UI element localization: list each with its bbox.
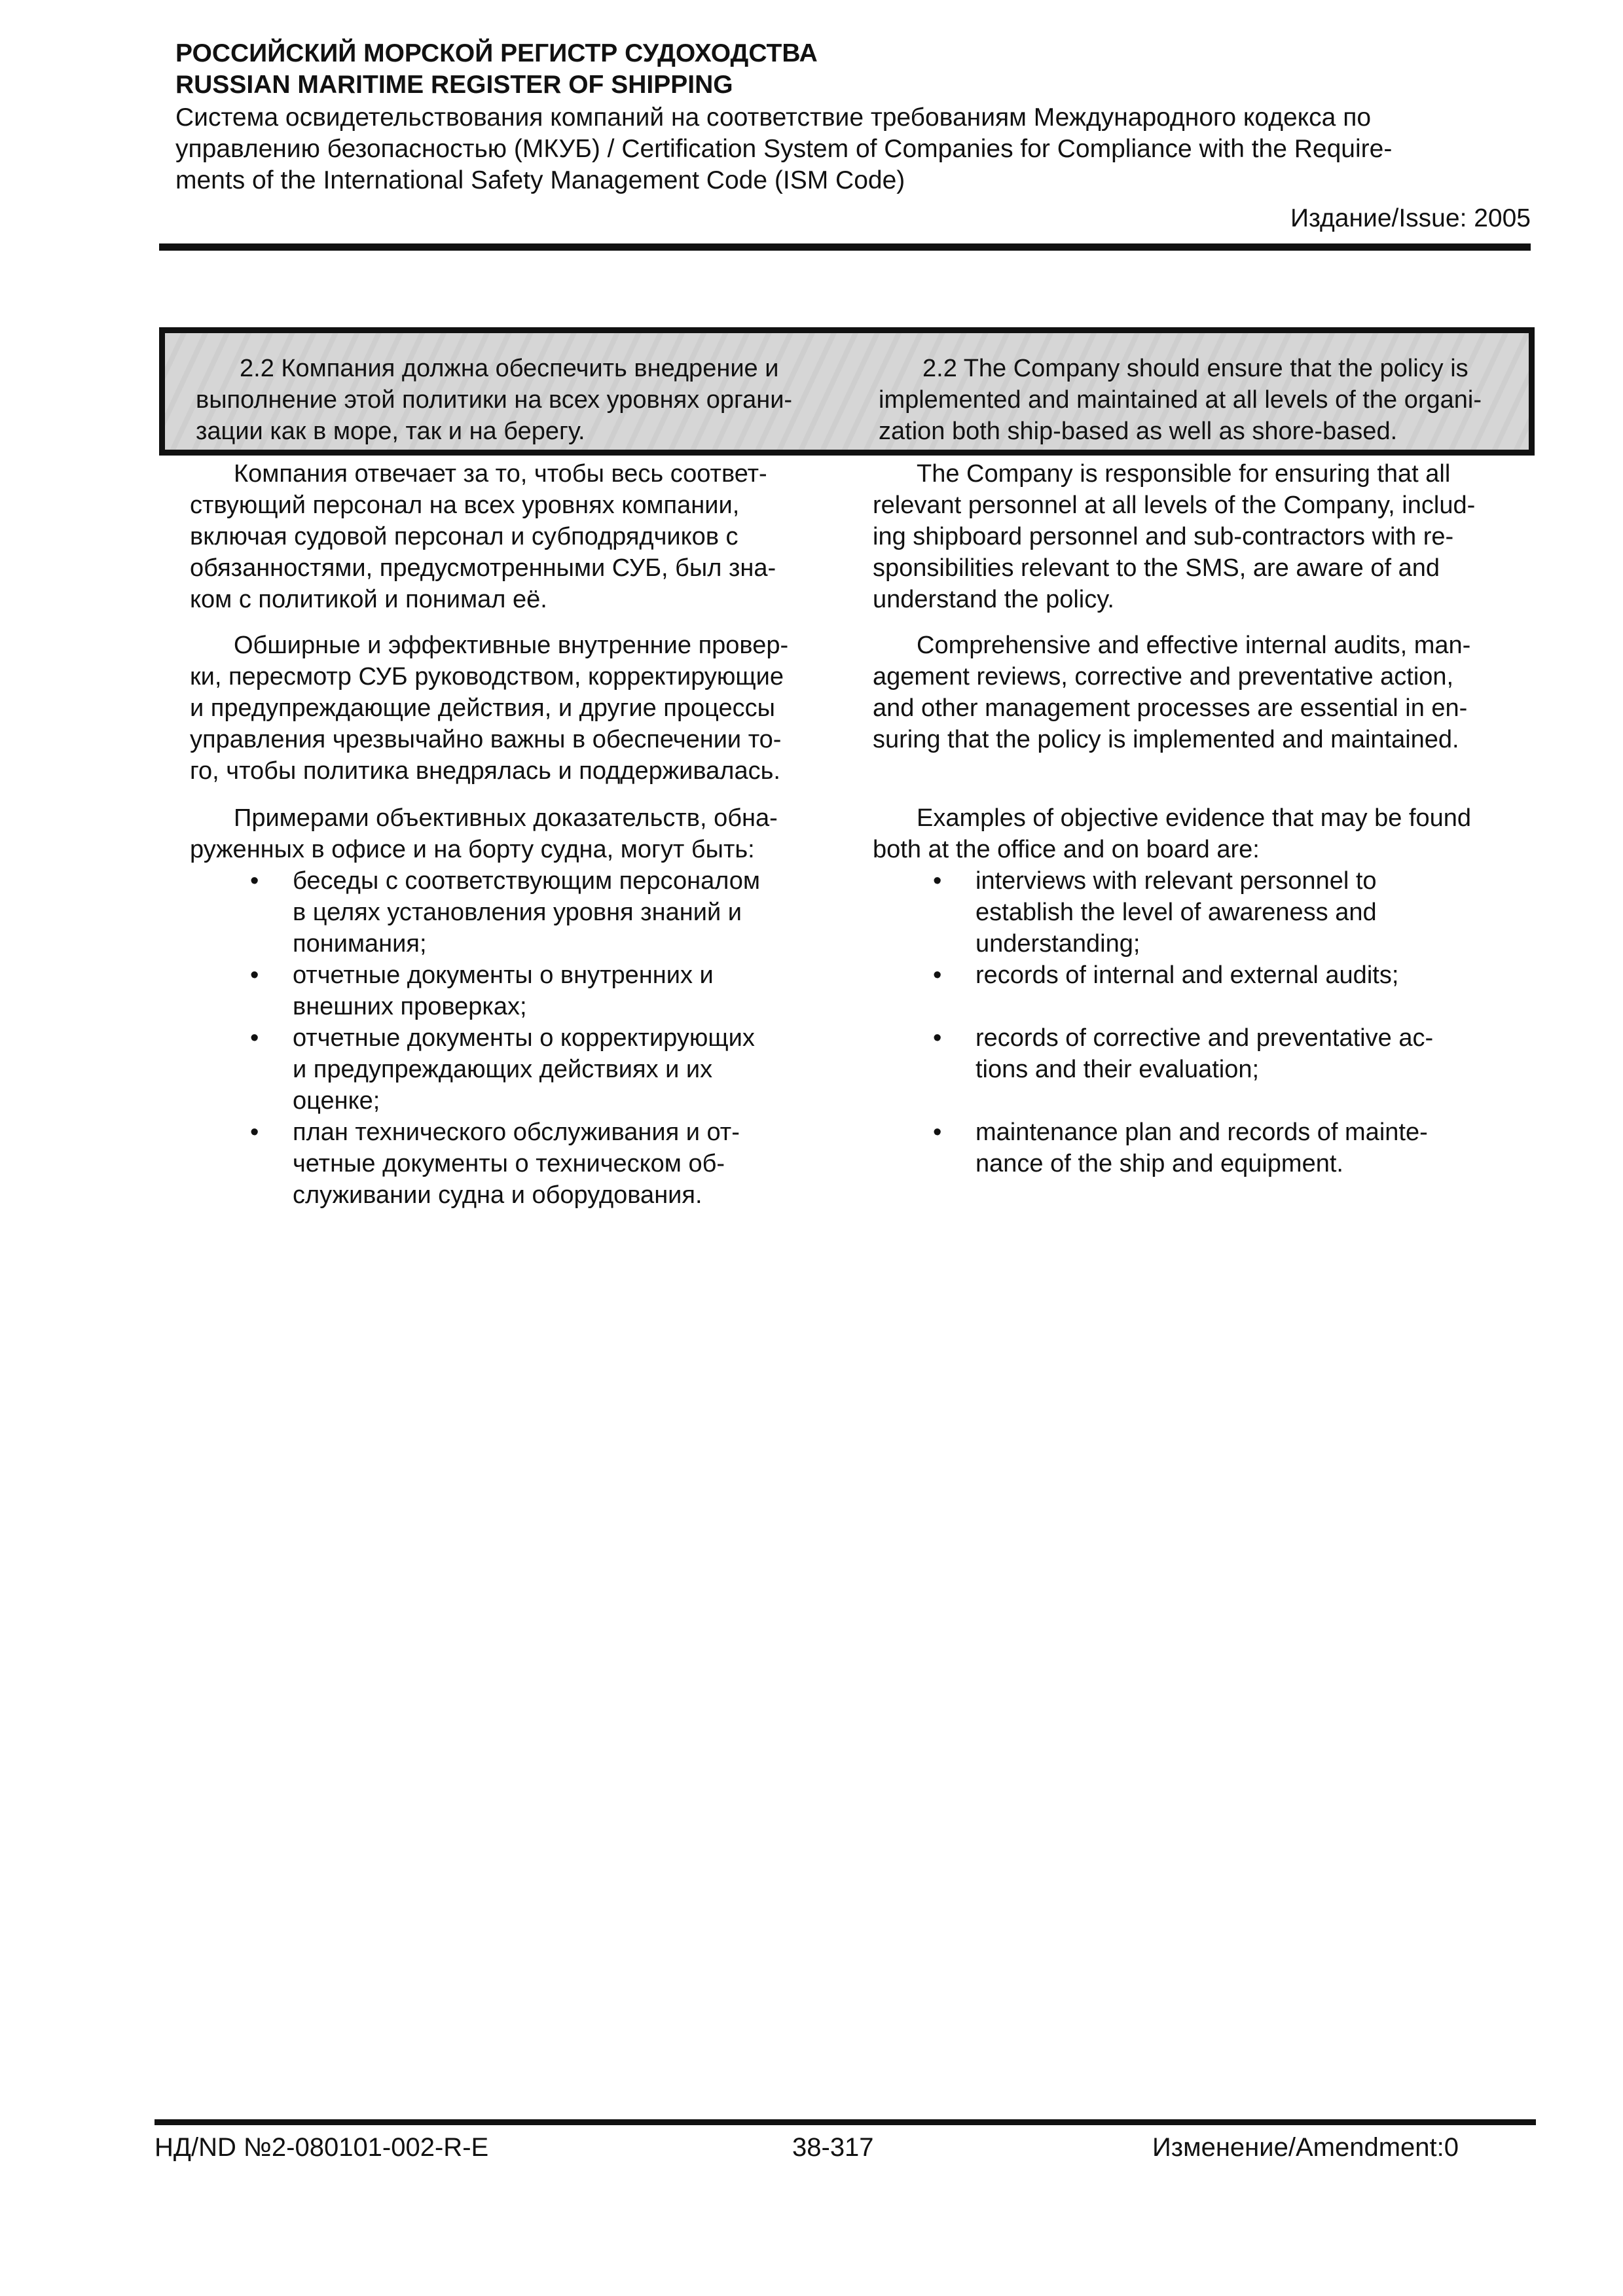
bullet-icon: • [933, 961, 942, 989]
list-item [873, 1022, 1495, 1085]
bullet-icon: • [250, 867, 259, 895]
text-line: both at the office and on board are: [873, 836, 1260, 863]
text-line: зации как в море, так и на берегу. [196, 418, 585, 445]
text-line: оценке; [293, 1087, 380, 1115]
bullet-icon: • [250, 1024, 259, 1052]
header-divider [159, 243, 1531, 251]
paragraph [873, 802, 1495, 865]
text-line: Компания отвечает за то, чтобы весь соответ- [234, 460, 767, 488]
text-line: ing shipboard personnel and sub-contractors with re- [873, 523, 1454, 550]
text-line: выполнение этой политики на всех уровнях органи- [196, 386, 793, 414]
issue-label: Издание/Issue: 2005 [1290, 204, 1531, 232]
text-line: establish the level of awareness and [976, 899, 1377, 926]
text-line: и предупреждающих действиях и их [293, 1056, 713, 1083]
list-item [190, 865, 812, 960]
paragraph [190, 458, 812, 615]
text-line: implemented and maintained at all levels of the organi- [879, 386, 1482, 414]
text-line: zation both ship-based as well as shore-based. [879, 418, 1398, 445]
text-line: отчетные документы о корректирующих [293, 1024, 755, 1052]
text-line: Comprehensive and effective internal audits, man- [917, 632, 1471, 659]
evidence-list [873, 865, 1495, 1179]
list-item [873, 960, 1495, 991]
english-column [873, 458, 1495, 1179]
document-subtitle [175, 102, 1531, 196]
text-line: agement reviews, corrective and preventative action, [873, 663, 1454, 691]
subtitle-line: Система освидетельствования компаний на соответствие требованиям Международного кодекса по [175, 103, 1372, 132]
list-item [873, 865, 1495, 960]
text-line: в целях установления уровня знаний и [293, 899, 742, 926]
paragraph [873, 630, 1495, 755]
bullet-icon: • [933, 1024, 942, 1052]
text-line: nance of the ship and equipment. [976, 1150, 1343, 1177]
text-line: понимания; [293, 930, 427, 958]
amendment-label: Изменение/Amendment:0 [1152, 2133, 1459, 2162]
text-line: suring that the policy is implemented and maintained. [873, 726, 1459, 753]
list-item [873, 1117, 1495, 1179]
text-line: interviews with relevant personnel to [976, 867, 1377, 895]
paragraph [190, 630, 812, 787]
text-line: understand the policy. [873, 586, 1114, 613]
page-number: 38-317 [792, 2133, 874, 2162]
list-item-text [293, 867, 760, 958]
text-line: отчетные документы о внутренних и [293, 961, 714, 989]
text-line: 2.2 The Company should ensure that the policy is [922, 355, 1468, 382]
list-item-text [976, 867, 1377, 958]
text-line: ствующий персонал на всех уровнях компании, [190, 492, 740, 519]
organization-name-en: RUSSIAN MARITIME REGISTER OF SHIPPING [175, 71, 733, 99]
text-line: Обширные и эффективные внутренние провер- [234, 632, 789, 659]
text-line: включая судовой персонал и субподрядчиков с [190, 523, 739, 550]
text-line: и предупреждающие действия, и другие процессы [190, 694, 775, 722]
list-item-text [293, 961, 714, 1020]
requirement-box [159, 327, 1535, 456]
footer-divider [155, 2119, 1536, 2125]
document-number: НД/ND №2-080101-002-R-E [155, 2133, 489, 2162]
text-line: Примерами объективных доказательств, обна- [234, 804, 778, 832]
text-line: го, чтобы политика внедрялась и поддерживалась. [190, 757, 780, 785]
organization-name-ru: РОССИЙСКИЙ МОРСКОЙ РЕГИСТР СУДОХОДСТВА [175, 39, 818, 67]
page-header [175, 38, 1531, 234]
subtitle-line: управлению безопасностью (МКУБ) / Certification System of Companies for Compliance with the Require- [175, 135, 1393, 163]
bullet-icon: • [933, 1119, 942, 1146]
text-line: ком с политикой и понимал её. [190, 586, 547, 613]
text-line: 2.2 Компания должна обеспечить внедрение и [240, 355, 779, 382]
paragraph [190, 802, 812, 865]
text-line: maintenance plan and records of mainte- [976, 1119, 1428, 1146]
text-line: records of internal and external audits; [976, 961, 1399, 989]
list-item [190, 1117, 812, 1211]
list-item [190, 960, 812, 1022]
text-line: обязанностями, предусмотренными СУБ, был зна- [190, 554, 776, 582]
text-line: and other management processes are essential in en- [873, 694, 1468, 722]
paragraph [873, 458, 1495, 615]
bullet-icon: • [933, 867, 942, 895]
list-item-text [976, 961, 1398, 989]
evidence-list [190, 865, 812, 1211]
list-item [190, 1022, 812, 1117]
text-line: Examples of objective evidence that may be found [917, 804, 1472, 832]
text-line: внешних проверках; [293, 993, 527, 1020]
requirement-text-ru [196, 353, 818, 447]
text-line: relevant personnel at all levels of the Company, includ- [873, 492, 1476, 519]
requirement-text-en [879, 353, 1499, 447]
list-item-text [976, 1024, 1433, 1083]
text-line: records of corrective and preventative ac- [976, 1024, 1434, 1052]
text-line: план технического обслуживания и от- [293, 1119, 740, 1146]
text-line: tions and their evaluation; [976, 1056, 1260, 1083]
subtitle-line: ments of the International Safety Management Code (ISM Code) [175, 166, 905, 194]
text-line: управления чрезвычайно важны в обеспечении то- [190, 726, 782, 753]
list-item-text [293, 1024, 755, 1115]
list-item-text [293, 1119, 740, 1209]
text-line: четные документы о техническом об- [293, 1150, 725, 1177]
bullet-icon: • [250, 1119, 259, 1146]
text-line: The Company is responsible for ensuring that all [917, 460, 1451, 488]
text-line: ки, пересмотр СУБ руководством, корректирующие [190, 663, 784, 691]
russian-column [190, 458, 812, 1211]
text-line: беседы с соответствующим персоналом [293, 867, 761, 895]
bullet-icon: • [250, 961, 259, 989]
text-line: sponsibilities relevant to the SMS, are aware of and [873, 554, 1440, 582]
text-line: understanding; [976, 930, 1140, 958]
list-item-text [976, 1119, 1428, 1177]
text-line: руженных в офисе и на борту судна, могут быть: [190, 836, 755, 863]
text-line: служивании судна и оборудования. [293, 1181, 702, 1209]
